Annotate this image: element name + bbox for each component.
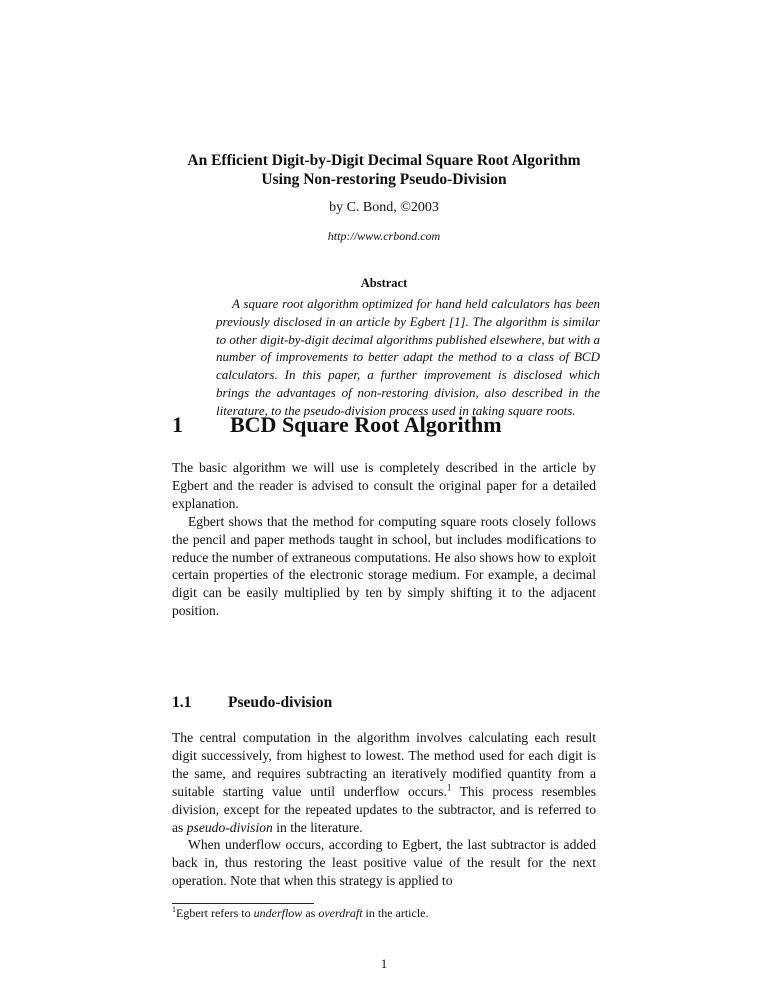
paper-title <box>100 151 668 189</box>
emphasis-term: pseudo-division <box>186 819 273 835</box>
paragraph-text: in the literature. <box>272 819 363 835</box>
subsection-heading <box>172 694 332 712</box>
footnote-emphasis: underflow <box>253 906 303 920</box>
subsection-body <box>172 729 596 890</box>
abstract-text: A square root algorithm optimized for hand held calculators has been previously disclosed in an article by Egbert [1]. The algorithm is similar to other digit-by-digit decimal algorithms published elsewhere, but with a number of improvements to better adapt the method to a class of BCD calculators. In this paper, a further improvement is disclosed which brings the advantages of non-restoring division, also described in the literature, to the pseudo-division process used in taking square roots. <box>216 296 600 418</box>
author-url[interactable]: http://www.crbond.com <box>327 229 441 243</box>
paragraph: Egbert shows that the method for computing square roots closely follows the pencil and paper methods taught in school, but includes modifications to reduce the number of extraneous computations. He also shows how to exploit certain properties of the electronic storage medium. For example, a decimal digit can be easily multiplied by ten by simply shifting it to the adjacent position. <box>172 513 596 619</box>
footnote-text: in the article. <box>362 906 429 920</box>
footnote-rule <box>172 903 314 904</box>
footnote-emphasis: overdraft <box>318 906 363 920</box>
title-line-1: An Efficient Digit-by-Digit Decimal Square Root Algorithm <box>187 152 581 169</box>
section-number: 1 <box>172 412 183 437</box>
footnote-text: as <box>302 906 319 920</box>
footnote-text: Egbert refers to <box>176 906 254 920</box>
section-title: BCD Square Root Algorithm <box>230 412 502 437</box>
section-heading <box>172 412 502 438</box>
paragraph: The basic algorithm we will use is completely described in the article by Egbert and the reader is advised to consult the original paper for a detailed explanation. <box>172 460 596 511</box>
subsection-title: Pseudo-division <box>228 694 333 711</box>
footnote-number: 1 <box>172 905 176 914</box>
abstract-heading: Abstract <box>360 276 408 290</box>
paragraph-text: The central computation in the algorithm involves calculating each result digit successively, from highest to lowest. The method used for each digit is the same, and requires subtracting an iteratively modified quantity from a suitable starting value until underflow occurs. <box>172 730 596 799</box>
paragraph <box>172 729 596 836</box>
title-line-2: Using Non-restoring Pseudo-Division <box>261 171 507 188</box>
subsection-number: 1.1 <box>172 694 192 711</box>
footnote-marker[interactable]: 1 <box>446 782 452 793</box>
paragraph: When underflow occurs, according to Egbert, the last subtractor is added back in, thus restoring the least positive value of the result for the next operation. Note that when this strategy is applied to <box>172 837 596 889</box>
footnote <box>172 906 429 921</box>
page-number: 1 <box>380 956 388 971</box>
paragraph-text: This process resembles division, except for the repeated updates to the subtractor, and is referred to as <box>172 783 596 835</box>
section-body <box>172 459 596 620</box>
author-line: by C. Bond, ©2003 <box>329 200 439 215</box>
